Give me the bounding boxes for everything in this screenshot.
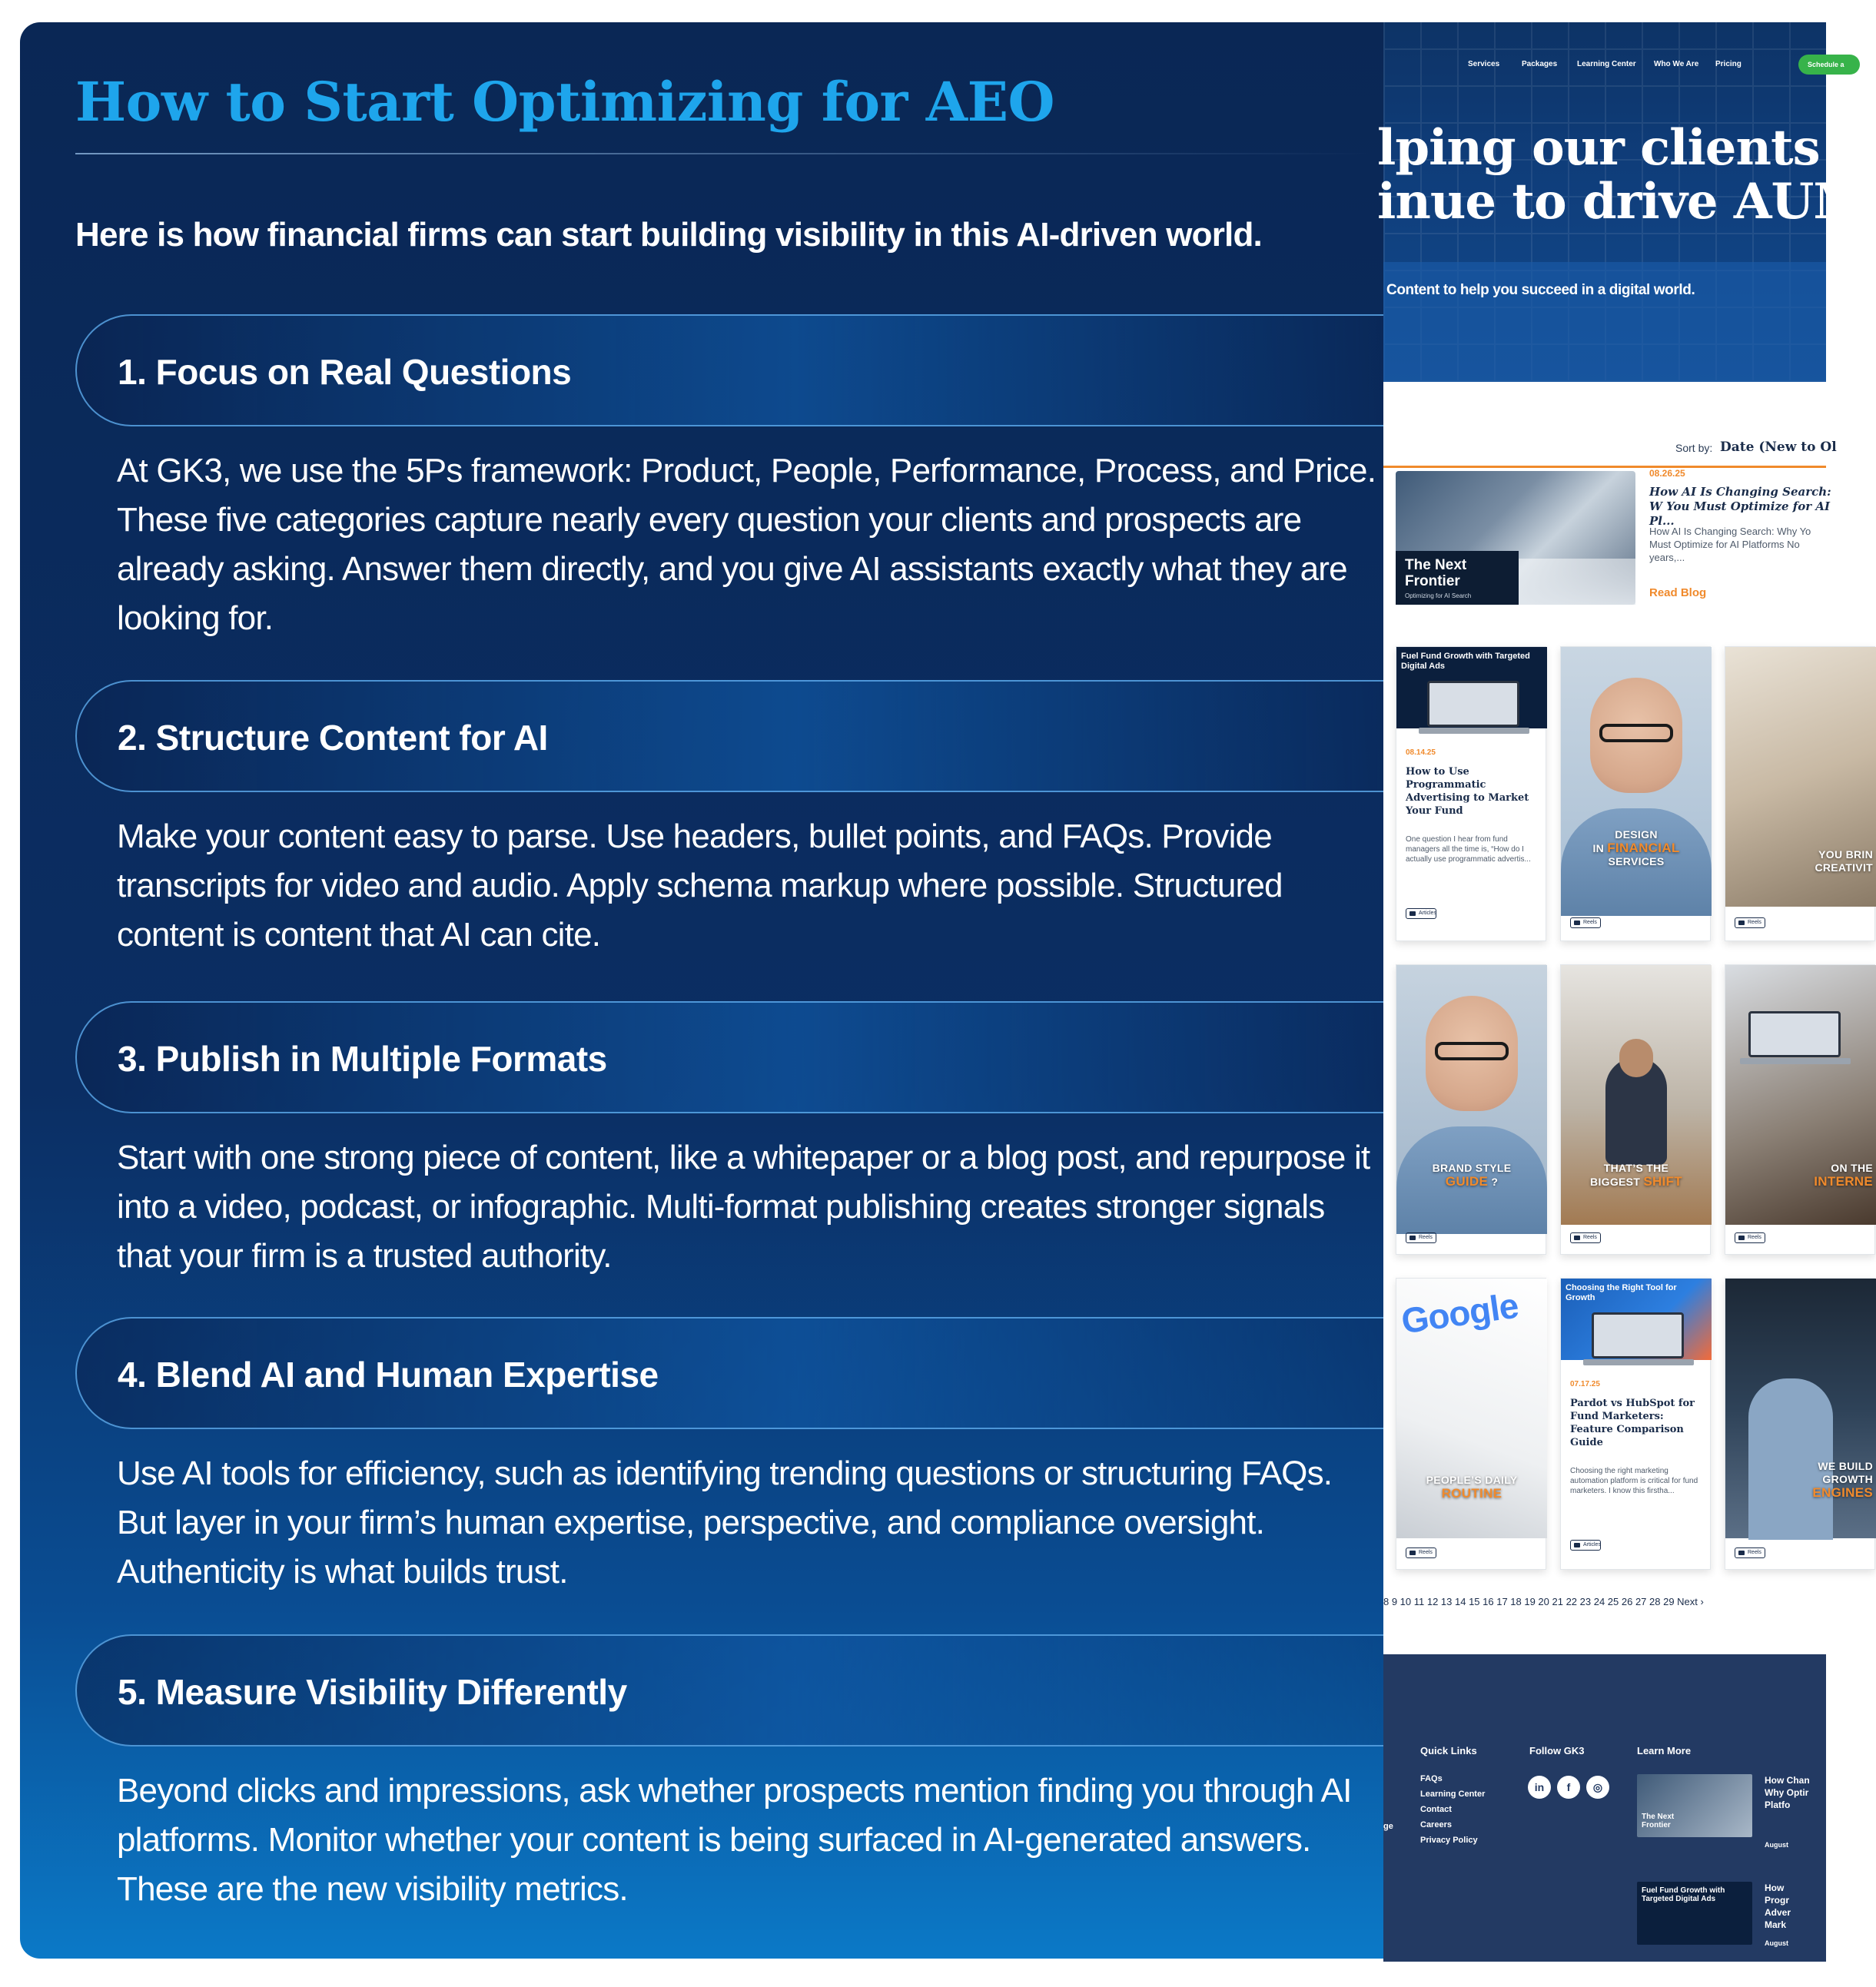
section-body-4: Use AI tools for efficiency, such as identifying trending questions or structuring FAQs. But layer in your firm’s human expertise, perspective, and compliance oversight. Authenticity is what builds trust. xyxy=(117,1455,1333,1591)
sort-bar xyxy=(1383,422,1837,468)
reel-tile-design[interactable] xyxy=(1560,646,1711,941)
laptop-graphic xyxy=(1748,1011,1841,1057)
aeo-infographic-card xyxy=(20,22,1873,1959)
reel-tile-brand-style[interactable] xyxy=(1396,964,1546,1255)
schedule-button[interactable]: Schedule a xyxy=(1798,55,1860,75)
tile-date: 07.17.25 xyxy=(1570,1380,1600,1388)
instagram-icon[interactable]: ◎ xyxy=(1586,1776,1609,1799)
tile-excerpt: Choosing the right marketing automation platform is critical for fund marketers. I know this firstha... xyxy=(1570,1467,1698,1495)
reel-caption-line-2: GROWTH xyxy=(1822,1473,1873,1485)
reel-thumbnail xyxy=(1725,1279,1876,1538)
section-heading-4-label: 4. Blend AI and Human Expertise xyxy=(118,1355,659,1395)
hero-headline-line-2: inue to drive AUM xyxy=(1377,173,1868,231)
article-intro: Here is how financial firms can start building visibility in this AI-driven world. xyxy=(75,216,1262,254)
site-nav xyxy=(1383,53,1844,76)
reel-caption xyxy=(1396,1474,1547,1500)
reel-caption-line-3: SERVICES xyxy=(1608,855,1665,867)
footer-link-contact[interactable]: Contact xyxy=(1420,1805,1452,1814)
reel-thumbnail xyxy=(1725,647,1876,907)
articles-badge: Articles xyxy=(1570,1540,1601,1551)
learn-more-item-2-date: August xyxy=(1765,1939,1788,1947)
reels-badge: Reels xyxy=(1406,1232,1436,1243)
reels-badge: Reels xyxy=(1406,1547,1436,1558)
reel-caption-line-2: ROUTINE xyxy=(1441,1486,1502,1501)
reel-caption-2b: SHIFT xyxy=(1643,1174,1682,1189)
laptop-graphic xyxy=(1427,681,1519,727)
section-heading-2-label: 2. Structure Content for AI xyxy=(118,718,548,758)
google-logo: Google xyxy=(1399,1285,1521,1342)
articles-badge: Articles xyxy=(1406,908,1436,919)
reel-caption xyxy=(1561,828,1712,868)
reel-caption-line-3: ENGINES xyxy=(1812,1485,1873,1500)
learn-more-title: Learn More xyxy=(1637,1745,1692,1756)
tile-banner-title: Fuel Fund Growth with Targeted Digital Ads xyxy=(1401,652,1530,671)
featured-post-title[interactable]: How AI Is Changing Search: W You Must Optimize for AI Pl... xyxy=(1649,485,1831,528)
reel-caption-line-1: PEOPLE’S DAILY xyxy=(1426,1474,1518,1486)
featured-post-date: 08.26.25 xyxy=(1649,468,1685,479)
reel-caption-line-2 xyxy=(1561,841,1712,855)
reels-badge: Reels xyxy=(1570,917,1601,928)
glasses-graphic xyxy=(1599,724,1673,742)
section-body-3: Start with one strong piece of content, like a whitepaper or a blog post, and repurpose it into a video, podcast, or infographic. Multi-format publishing creates stronger signals that your firm is a trusted authority. xyxy=(117,1139,1370,1275)
reel-caption-line-1: WE BUILD xyxy=(1818,1460,1873,1472)
sort-dropdown[interactable]: Date (New to Ol xyxy=(1720,440,1837,455)
featured-image-subtitle: Optimizing for AI Search xyxy=(1405,592,1472,599)
reel-tile-daily-routine[interactable] xyxy=(1396,1278,1546,1570)
featured-image-title: The Next Frontier xyxy=(1405,557,1467,589)
site-hero xyxy=(1377,22,1868,382)
pagination[interactable]: 8 9 10 11 12 13 14 15 16 17 18 19 20 21 22 23 24 25 26 27 28 29 Next › xyxy=(1383,1596,1704,1607)
section-heading-3 xyxy=(75,1001,1383,1113)
reel-caption-line-2 xyxy=(1396,1175,1547,1189)
reel-caption-line-2 xyxy=(1561,1175,1712,1189)
reel-caption-line-1: DESIGN xyxy=(1615,828,1658,841)
reel-caption xyxy=(1561,1162,1712,1189)
tile-excerpt: One question I hear from fund managers all the time is, “How do I actually use programmatic advertis... xyxy=(1406,835,1531,864)
reel-tile-internet[interactable] xyxy=(1725,964,1875,1255)
reel-tile-biggest-shift[interactable] xyxy=(1560,964,1711,1255)
reel-tile-creativity[interactable] xyxy=(1725,646,1875,941)
learn-more-item-1-text[interactable]: How Chan Why Optir Platfo xyxy=(1765,1775,1810,1810)
read-blog-link[interactable]: Read Blog xyxy=(1649,586,1707,599)
reels-badge: Reels xyxy=(1735,1547,1765,1558)
reel-caption-line-1: ON THE xyxy=(1831,1162,1873,1174)
reel-thumbnail xyxy=(1396,965,1547,1225)
featured-image-tag xyxy=(1396,551,1519,605)
reel-caption-2b: ? xyxy=(1491,1176,1499,1188)
facebook-icon[interactable]: f xyxy=(1557,1776,1580,1799)
website-screenshot-panel xyxy=(1377,22,1873,1959)
tile-title[interactable]: How to Use Programmatic Advertising to Market Your Fund xyxy=(1406,766,1529,817)
learn-more-thumb-1-title: The Next Frontier xyxy=(1642,1813,1675,1829)
tile-banner xyxy=(1396,647,1547,728)
section-heading-3-label: 3. Publish in Multiple Formats xyxy=(118,1039,607,1079)
reel-thumbnail xyxy=(1561,965,1712,1225)
section-body-1: At GK3, we use the 5Ps framework: Product, People, Performance, Process, and Price. These five categories capture nearly every question your clients and prospects are already asking. Answer them directly, and you give AI assistants exactly what they are looking for. xyxy=(117,452,1376,637)
footer-link-privacy-policy[interactable]: Privacy Policy xyxy=(1420,1836,1478,1845)
tile-date: 08.14.25 xyxy=(1406,748,1436,757)
laptop-graphic xyxy=(1592,1312,1684,1358)
reel-thumbnail xyxy=(1396,1279,1547,1538)
featured-post-excerpt: How AI Is Changing Search: Why Yo Must Optimize for AI Platforms No years,... xyxy=(1649,526,1811,563)
section-body-2: Make your content easy to parse. Use headers, bullet points, and FAQs. Provide transcripts for video and audio. Apply schema markup where possible. Structured content is content that AI can cite. xyxy=(117,818,1283,954)
reel-caption xyxy=(1725,1460,1876,1499)
nav-who-we-are[interactable]: Who We Are xyxy=(1654,60,1699,68)
reel-thumbnail xyxy=(1561,647,1712,907)
learn-more-thumb-1[interactable] xyxy=(1637,1774,1752,1837)
site-footer xyxy=(1383,1654,1826,1962)
article-panel xyxy=(20,22,1383,1959)
article-title: How to Start Optimizing for AEO xyxy=(75,70,1054,134)
nav-packages[interactable]: Packages xyxy=(1522,60,1558,68)
nav-learning-center[interactable]: Learning Center xyxy=(1577,60,1636,68)
section-heading-2 xyxy=(75,680,1383,792)
learn-more-item-1-date: August xyxy=(1765,1841,1788,1849)
reel-caption-line-1: THAT’S THE xyxy=(1603,1162,1669,1174)
reel-caption-2b: FINANCIAL xyxy=(1607,841,1680,855)
learn-more-thumb-2-title: Fuel Fund Growth with Targeted Digital Ads xyxy=(1642,1886,1725,1903)
reels-badge: Reels xyxy=(1570,1232,1601,1243)
nav-services[interactable]: Services xyxy=(1468,60,1500,68)
hero-subtitle: Content to help you succeed in a digital world. xyxy=(1386,282,1695,298)
reel-caption-2a: GUIDE xyxy=(1445,1174,1489,1189)
post-tile-programmatic[interactable] xyxy=(1396,646,1546,941)
footer-link-careers[interactable]: Careers xyxy=(1420,1820,1452,1829)
hero-headline-line-1: lping our clients xyxy=(1377,119,1820,177)
section-heading-1-label: 1. Focus on Real Questions xyxy=(118,352,572,392)
sort-label: Sort by: xyxy=(1675,442,1713,454)
hero-subtitle-band xyxy=(1383,262,1826,382)
reel-caption xyxy=(1396,1162,1547,1189)
person-graphic xyxy=(1748,1378,1833,1540)
reel-caption-line-2: CREATIVIT xyxy=(1815,861,1873,874)
learn-more-item-2-text[interactable]: How Progr Adver Mark xyxy=(1765,1883,1791,1930)
reels-badge: Reels xyxy=(1735,917,1765,928)
nav-pricing[interactable]: Pricing xyxy=(1715,60,1742,68)
reel-caption xyxy=(1725,848,1876,874)
tile-banner-title: Choosing the Right Tool for Growth xyxy=(1566,1283,1677,1302)
tile-banner xyxy=(1561,1279,1712,1360)
reel-caption-line-1: YOU BRIN xyxy=(1818,848,1873,861)
post-tile-pardot-hubspot[interactable] xyxy=(1560,1278,1711,1570)
follow-title: Follow GK3 xyxy=(1529,1745,1585,1756)
section-heading-5-label: 5. Measure Visibility Differently xyxy=(118,1672,627,1712)
linkedin-icon[interactable]: in xyxy=(1528,1776,1551,1799)
reel-caption-line-2: INTERNE xyxy=(1814,1174,1873,1189)
quick-links-title: Quick Links xyxy=(1420,1745,1477,1756)
footer-link-learning-center[interactable]: Learning Center xyxy=(1420,1790,1486,1799)
featured-post-image[interactable] xyxy=(1396,471,1635,605)
section-heading-4 xyxy=(75,1317,1383,1429)
reel-caption-2a: BIGGEST xyxy=(1590,1176,1644,1188)
reel-thumbnail xyxy=(1725,965,1876,1225)
glasses-graphic xyxy=(1435,1042,1509,1060)
section-heading-5 xyxy=(75,1634,1383,1747)
section-heading-1 xyxy=(75,314,1383,426)
reel-caption-2a: IN xyxy=(1592,842,1608,854)
reel-caption-line-1: BRAND STYLE xyxy=(1432,1162,1512,1174)
footer-link-faqs[interactable]: FAQs xyxy=(1420,1774,1443,1783)
reels-badge: Reels xyxy=(1735,1232,1765,1243)
reel-caption xyxy=(1725,1162,1876,1188)
learn-more-thumb-2[interactable] xyxy=(1637,1882,1752,1945)
footer-edge-text: ge xyxy=(1383,1822,1393,1831)
tile-title[interactable]: Pardot vs HubSpot for Fund Marketers: Feature Comparison Guide xyxy=(1570,1398,1695,1448)
title-divider xyxy=(75,153,1374,154)
person-head xyxy=(1619,1039,1653,1077)
reel-tile-growth-engines[interactable] xyxy=(1725,1278,1875,1570)
section-body-5: Beyond clicks and impressions, ask whether prospects mention finding you through AI platforms. Monitor whether your content is being surfaced in AI-generated answers. These are the new visibility metrics. xyxy=(117,1772,1352,1908)
